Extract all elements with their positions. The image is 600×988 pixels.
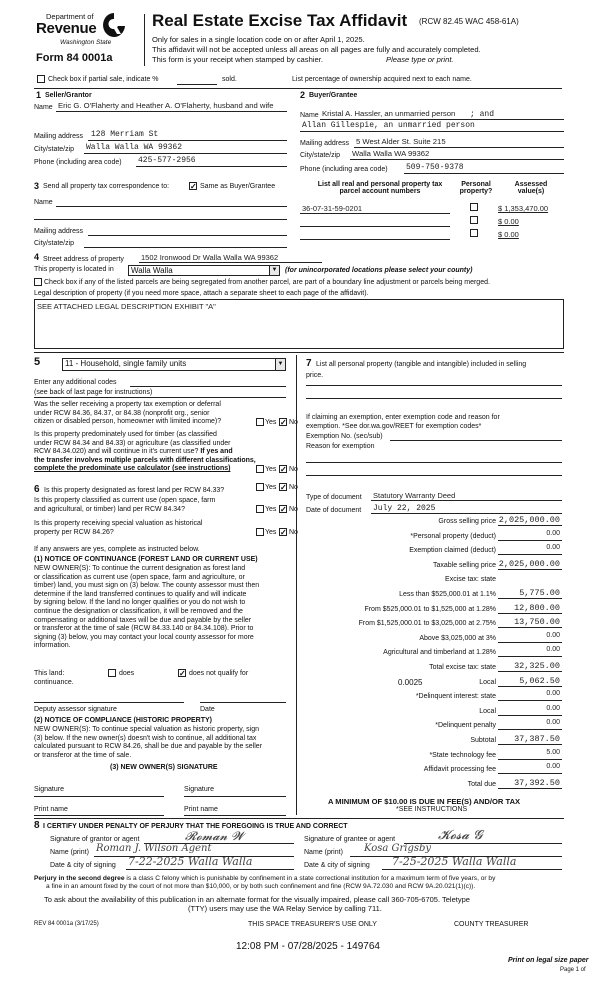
logo-dept: Department of xyxy=(46,12,94,21)
notice3-title: (3) NEW OWNER(S) SIGNATURE xyxy=(110,764,218,771)
calc-value[interactable]: 0.00 xyxy=(546,530,560,537)
calc-label: Taxable selling price xyxy=(432,562,496,569)
seller-mail-label: Mailing address xyxy=(34,133,84,140)
continuance: continuance. xyxy=(34,679,74,686)
sec6-q1: Is this property designated as forest land per RCW 84.33? xyxy=(44,487,225,494)
parcel-header-1: List all real and personal property tax parcel account numbers xyxy=(317,181,443,195)
buyer-phone-label: Phone (including area code) xyxy=(300,166,388,173)
calc-value[interactable]: 32,325.00 xyxy=(514,661,560,671)
logo-revenue: Revenue xyxy=(36,20,97,37)
buyer-name-label: Name xyxy=(300,112,319,119)
calc-value[interactable]: 2,025,000.00 xyxy=(498,515,560,525)
buyer-name-1b[interactable]: ; and xyxy=(470,110,495,119)
sec3-label: Send all property tax correspondence to: xyxy=(43,183,170,190)
calc-label: Local xyxy=(479,679,496,686)
calc-label: Excise tax: state xyxy=(445,576,496,583)
treasurer-space: THIS SPACE TREASURER'S USE ONLY xyxy=(248,921,377,928)
sec6-num: 6 xyxy=(34,484,40,495)
seller-city[interactable]: Walla Walla WA 99362 xyxy=(86,143,183,152)
seller-phone-label: Phone (including area code) xyxy=(34,159,122,166)
grantor-print-label: Name (print) xyxy=(50,849,89,856)
personal-prop-2-checkbox[interactable] xyxy=(470,216,478,224)
print-label-2: Print name xyxy=(184,806,218,813)
sec6-q3: Is this property receiving special valuation as historical property per RCW 84.26? xyxy=(34,520,203,536)
grantor-sig-label: Signature of grantor or agent xyxy=(50,836,140,843)
calc-label: *State technology fee xyxy=(429,752,496,759)
legal-size-note: Print on legal size paper xyxy=(508,957,589,964)
q6a-yes-checkbox[interactable] xyxy=(256,483,264,491)
grantee-print[interactable]: Kosa Grigsby xyxy=(364,843,432,854)
deputy-sig: Deputy assessor signature xyxy=(34,706,117,713)
buyer-mail-label: Mailing address xyxy=(300,140,350,147)
alt-format-2: (TTY) users may use the WA Relay Service by calling 711. xyxy=(188,904,382,913)
county-note: (for unincorporated locations please select your county) xyxy=(285,267,473,274)
county-treasurer: COUNTY TREASURER xyxy=(454,921,529,928)
sec3-name-label: Name xyxy=(34,199,53,206)
sec8-num: 8 xyxy=(34,820,40,831)
q1-yes-checkbox[interactable] xyxy=(256,418,264,426)
q6b-yes-checkbox[interactable] xyxy=(256,505,264,513)
calc-value[interactable]: 5,775.00 xyxy=(519,588,560,598)
calc-value[interactable]: 2,025,000.00 xyxy=(498,559,560,569)
q2-yes: Yes xyxy=(265,466,277,473)
sec3-same: Same as Buyer/Grantee xyxy=(200,183,276,190)
sec1-title: Seller/Grantor xyxy=(45,92,92,99)
buyer-city[interactable]: Walla Walla WA 99362 xyxy=(352,149,430,158)
assessed-val-1[interactable]: $ 1,353,470.00 xyxy=(498,204,549,213)
doc-date[interactable]: July 22, 2025 xyxy=(373,504,436,513)
assessed-val-2[interactable]: $ 0.00 xyxy=(498,217,519,226)
calc-label: Local xyxy=(479,708,496,715)
form-title: Real Estate Excise Tax Affidavit xyxy=(152,11,408,30)
calc-value[interactable]: 37,387.50 xyxy=(514,734,560,744)
calc-label: Less than $525,000.01 at 1.1% xyxy=(399,591,496,598)
grantee-signature[interactable]: 𝓚𝓸𝓼𝓪 𝓖 xyxy=(438,828,483,843)
sec2-title: Buyer/Grantee xyxy=(309,92,358,99)
seller-name-label: Name xyxy=(34,104,53,111)
buyer-name-2[interactable]: Allan Gillespie, an unmarried person xyxy=(302,121,475,130)
seller-phone[interactable]: 425-577-2956 xyxy=(138,156,196,165)
sec3-num: 3 xyxy=(34,181,40,191)
sec6-q2: Is this property classified as current use (open space, farm and agricultural, or timber) land per RCW 84.34? xyxy=(34,497,216,513)
calc-label: Exemption claimed (deduct) xyxy=(409,547,496,554)
grantee-sig-label: Signature of grantee or agent xyxy=(304,836,396,843)
does-not: does not qualify for xyxy=(189,670,249,677)
chevron-down-icon: ▼ xyxy=(269,266,279,275)
grantor-date[interactable]: 7-22-2025 Walla Walla xyxy=(128,855,253,868)
sec7-label: List all personal property (tangible and intangible) included in selling xyxy=(316,361,527,368)
does: does xyxy=(119,670,135,677)
q2-no: No xyxy=(289,466,298,473)
calc-value[interactable]: 0.00 xyxy=(546,763,560,770)
seller-mail[interactable]: 128 Merriam St xyxy=(91,130,159,139)
calc-value[interactable]: 0.00 xyxy=(546,544,560,551)
grantee-print-label: Name (print) xyxy=(304,849,343,856)
street-address[interactable]: 1502 Ironwood Dr Walla Walla WA 99362 xyxy=(141,253,279,262)
q6c-no: No xyxy=(289,529,298,536)
sec4-num: 4 xyxy=(34,252,40,262)
assessed-val-3[interactable]: $ 0.00 xyxy=(498,230,519,239)
q1-no-checkbox[interactable]: ✓ xyxy=(280,418,287,427)
sig-label-2: Signature xyxy=(184,786,214,793)
logo-state: Washington State xyxy=(60,39,112,46)
calc-label: From $525,000.01 to $1,525,000 at 1.28% xyxy=(364,606,496,613)
calc-label: From $1,525,000.01 to $3,025,000 at 2.75% xyxy=(358,620,496,627)
perjury-notice: Perjury in the second degree is a class C felony which is punishable by confinement in a state correctional institution for a maximum term of five years, or by xyxy=(34,875,496,882)
chevron-down-icon: ▼ xyxy=(275,359,285,370)
logo xyxy=(36,10,136,68)
calc-value[interactable]: 0.00 xyxy=(546,632,560,639)
header-note-2: This affidavit will not be accepted unless all areas on all pages are fully and accurately completed. xyxy=(152,45,481,54)
sec5-num: 5 xyxy=(34,356,41,368)
sec2-num: 2 xyxy=(300,90,306,100)
q6b-no: No xyxy=(289,506,298,513)
calc-value[interactable]: 0.00 xyxy=(546,719,560,726)
parcel-header-3: Assessed value(s) xyxy=(514,181,548,195)
sec5-q1: Was the seller receiving a property tax exemption or deferral under RCW 84.36, 84.37, or 84.38 (nonprofit org., senior citizen or disabled person, homeowner with limited income)? xyxy=(34,401,222,425)
calc-value[interactable]: 13,750.00 xyxy=(514,617,560,627)
calc-value[interactable]: 5,062.50 xyxy=(519,676,560,686)
segregate-checkbox[interactable] xyxy=(34,278,42,286)
partial-sold: sold. xyxy=(222,76,237,83)
q6b-yes: Yes xyxy=(265,506,277,513)
calc-value[interactable]: 0.00 xyxy=(546,690,560,697)
county-select[interactable]: Walla Walla ▼ xyxy=(128,265,280,276)
personal-prop-3-checkbox[interactable] xyxy=(470,229,478,237)
doc-date-label: Date of document xyxy=(306,507,362,514)
q6a-no: No xyxy=(289,484,298,491)
sec7-num: 7 xyxy=(306,358,312,369)
sig-label-1: Signature xyxy=(34,786,64,793)
buyer-phone[interactable]: 509-750-9378 xyxy=(406,163,464,172)
deputy-date: Date xyxy=(200,706,215,713)
if-any: If any answers are yes, complete as instructed below. xyxy=(34,546,200,553)
q2-yes-checkbox[interactable] xyxy=(256,465,264,473)
partial-sale-label: Check box if partial sale, indicate % xyxy=(48,76,159,83)
buyer-name-1[interactable]: Kristal A. Hassler, an unmarried person xyxy=(322,109,456,118)
grantor-signature[interactable]: 𝓡𝓸𝓶𝓪𝓷 𝓦 xyxy=(185,829,244,843)
grantor-print[interactable]: Roman J. Wilson Agent xyxy=(96,843,212,854)
sec3-city-label: City/state/zip xyxy=(34,240,75,247)
street-label: Street address of property xyxy=(43,256,124,263)
calc-label: Affidavit processing fee xyxy=(423,766,496,773)
notice1-title: (1) NOTICE OF CONTINUANCE (FOREST LAND OR CURRENT USE) xyxy=(34,556,258,563)
calc-label: Total due xyxy=(467,781,496,788)
calc-value[interactable]: 0.00 xyxy=(546,705,560,712)
form-citation: (RCW 82.45 WAC 458-61A) xyxy=(419,17,519,26)
notice2-text: NEW OWNER(S): To continue special valuation as historic property, sign (3) below. If the new owner(s) doesn't wish to continue, all additional tax calculated pursuant to RCW 84.26, shall be due and payable by the seller or transferor at the time of sale. xyxy=(34,726,263,759)
reason: Reason for exemption xyxy=(306,443,375,450)
print-label-1: Print name xyxy=(34,806,68,813)
minimum-due: A MINIMUM OF $10.00 IS DUE IN FEE(S) AND/OR TAX xyxy=(328,797,521,806)
this-land: This land: xyxy=(34,670,65,677)
legal-desc-box[interactable] xyxy=(34,299,564,349)
q6c-yes: Yes xyxy=(265,529,277,536)
sec5-q2: Is this property predominately used for timber (as classified under RCW 84.34 and 84.33) or agriculture (as classified under RCW 84.34.020) and will continue in it's current use? If yes and the transfer involves multiple parcels with different classifications, complete the predominate use calculator (see instructions) xyxy=(34,431,256,472)
exempt-2: exemption. *See dor.wa.gov/REET for exemption codes* xyxy=(306,423,482,430)
partial-sale-checkbox[interactable] xyxy=(37,75,45,83)
parcel-acct-1[interactable]: 36-07-31-59-0201 xyxy=(302,204,363,213)
parcel-header-2: Personal property? xyxy=(459,181,493,195)
calc-label: Above $3,025,000 at 3% xyxy=(419,635,496,642)
receipt-stamp: 12:08 PM - 07/28/2025 - 149764 xyxy=(236,941,380,952)
q6b-no-checkbox[interactable]: ✓ xyxy=(280,505,287,514)
calc-value[interactable]: 5.00 xyxy=(546,749,560,756)
legal-desc: SEE ATTACHED LEGAL DESCRIPTION EXHIBIT "A" xyxy=(37,302,216,311)
sec1-num: 1 xyxy=(36,90,42,100)
header-note-3a: This form is your receipt when stamped by cashier. xyxy=(152,55,323,64)
logo-mark-icon xyxy=(102,12,126,38)
see-back: (see back of last page for instructions) xyxy=(34,389,153,396)
grantee-date[interactable]: 7-25-2025 Walla Walla xyxy=(392,855,517,868)
does-not-checkbox[interactable]: ✓ xyxy=(179,669,186,678)
does-checkbox[interactable] xyxy=(108,669,116,677)
doc-type[interactable]: Statutory Warranty Deed xyxy=(373,491,456,500)
same-as-buyer-checkbox[interactable]: ✓ xyxy=(190,182,197,191)
form-number: Form 84 0001a xyxy=(36,52,113,64)
perjury-notice-2: a fine in an amount fixed by the court of not more than $10,000, or by both such confinement and fine (RCW 9A.72.030 and RCW 9A.20.021(1)(c)). xyxy=(46,883,476,890)
page-number: Page 1 of xyxy=(560,967,586,973)
q6c-yes-checkbox[interactable] xyxy=(256,528,264,536)
buyer-mail[interactable]: 5 West Alder St. Suite 215 xyxy=(356,137,446,146)
ownership-note: List percentage of ownership acquired next to each name. xyxy=(292,76,472,83)
header-note-1: Only for sales in a single location code on or after April 1, 2025. xyxy=(152,35,365,44)
exempt-no: Exemption No. (sec/sub) xyxy=(306,433,383,440)
calc-value[interactable]: 12,800.00 xyxy=(514,603,560,613)
segregate-label: Check box if any of the listed parcels are being segregated from another parcel, are part of a boundary line adjustment or parcels being merged. xyxy=(44,279,490,286)
personal-prop-1-checkbox[interactable] xyxy=(470,203,478,211)
legal-desc-label: Legal description of property (if you need more space, attach a separate sheet to each page of the affidavit). xyxy=(34,290,369,297)
calc-value[interactable]: 37,392.50 xyxy=(514,778,560,788)
doc-type-label: Type of document xyxy=(306,494,362,501)
grantee-date-label: Date & city of signing xyxy=(304,862,370,869)
header-divider xyxy=(144,14,145,66)
notice2-title: (2) NOTICE OF COMPLIANCE (HISTORIC PROPERTY) xyxy=(34,717,212,724)
located-label: This property is located in xyxy=(34,266,114,273)
see-instructions: *SEE INSTRUCTIONS xyxy=(396,806,468,813)
exempt-1: If claiming an exemption, enter exemption code and reason for xyxy=(306,414,500,421)
grantor-date-label: Date & city of signing xyxy=(50,862,116,869)
sec7-label2: price. xyxy=(306,372,324,379)
local-rate: 0.0025 xyxy=(398,678,423,687)
q6a-yes: Yes xyxy=(265,484,277,491)
calc-label: Subtotal xyxy=(470,737,496,744)
calc-label: Gross selling price xyxy=(438,518,496,525)
alt-format: To ask about the availability of this publication in an alternate format for the visually impaired, please call 360-705-6705. Teletype xyxy=(44,895,470,904)
calc-label: Total excise tax: state xyxy=(429,664,496,671)
header-note-3b: Please type or print. xyxy=(386,55,454,64)
q6a-no-checkbox[interactable]: ✓ xyxy=(280,483,287,492)
q1-no: No xyxy=(289,419,298,426)
calc-label: *Personal property (deduct) xyxy=(410,533,496,540)
calc-label: *Delinquent interest: state xyxy=(415,693,496,700)
add-codes-label: Enter any additional codes xyxy=(34,379,117,386)
partial-pct-field[interactable] xyxy=(177,84,217,85)
notice1-text: NEW OWNER(S): To continue the current designation as forest land or classification as current use (open space, farm and agriculture, or timber) land, you must sign on (3) below. The county assessor must then determine if the land transferred continues to qualify and will indicate by signing below. If the land no longer qualifies or you do not wish to continue the designation or classification, it will be removed and the compensating or additional taxes will be due and payable by the seller or transferor at the time of sale (RCW 84.33.140 or 84.34.108). Prior to signing (3) below, you may contact your local county assessor for more information. xyxy=(34,565,260,650)
calc-value[interactable]: 0.00 xyxy=(546,646,560,653)
calc-label: Agricultural and timberland at 1.28% xyxy=(383,649,496,656)
calc-label: *Delinquent penalty xyxy=(435,722,496,729)
q1-yes: Yes xyxy=(265,419,277,426)
seller-city-label: City/state/zip xyxy=(34,146,75,153)
rev-number: REV 84 0001a (3/17/25) xyxy=(34,921,99,927)
q6c-no-checkbox[interactable]: ✓ xyxy=(280,528,287,537)
q2-no-checkbox[interactable]: ✓ xyxy=(280,465,287,474)
sec3-mail-label: Mailing address xyxy=(34,228,84,235)
seller-name[interactable]: Eric G. O'Flaherty and Heather A. O'Flaherty, husband and wife xyxy=(58,101,274,110)
sec8-title: I CERTIFY UNDER PENALTY OF PERJURY THAT THE FOREGOING IS TRUE AND CORRECT xyxy=(43,823,348,830)
buyer-city-label: City/state/zip xyxy=(300,152,341,159)
property-use-select[interactable]: 11 - Household, single family units ▼ xyxy=(62,358,286,371)
